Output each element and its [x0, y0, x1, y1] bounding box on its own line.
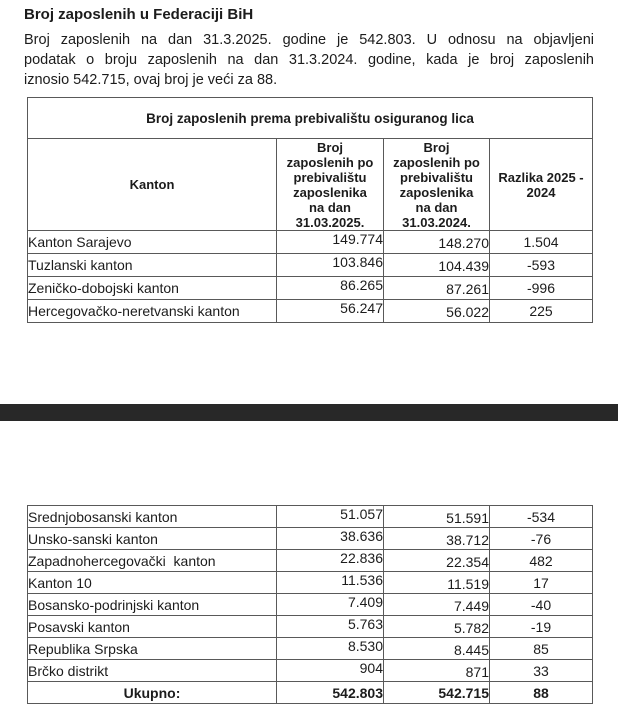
table-row: [28, 550, 593, 572]
value-2024-cell: 11.519: [384, 572, 490, 594]
value-2025-cell: 5.763: [277, 616, 384, 638]
kanton-cell: Zapadnohercegovački kanton: [28, 550, 277, 572]
intro-line: iznosio 542.715, ovaj broj je veći za 88.: [24, 72, 278, 88]
total-label-cell: Ukupno:: [28, 682, 277, 704]
total-razlika-cell: 88: [490, 682, 593, 704]
table-row: [28, 594, 593, 616]
kanton-cell: Srednjobosanski kanton: [28, 506, 277, 528]
table-row: [28, 638, 593, 660]
value-2024-cell: 38.712: [384, 528, 490, 550]
column-header-2024: Broj zaposlenih po prebivalištu zaposlenika na dan 31.03.2024.: [384, 139, 490, 231]
razlika-cell: -996: [490, 277, 593, 300]
kanton-cell: Hercegovačko-neretvanski kanton: [28, 300, 277, 323]
kanton-cell: Republika Srpska: [28, 638, 277, 660]
razlika-cell: 1.504: [490, 231, 593, 254]
kanton-cell: Kanton 10: [28, 572, 277, 594]
employment-table-part2: [27, 505, 593, 704]
value-2025-cell: 103.846: [277, 254, 384, 277]
razlika-cell: -19: [490, 616, 593, 638]
intro-line: Broj zaposlenih na dan 31.3.2025. godine je 542.803. U odnosu na objavljeni: [24, 32, 594, 48]
page-title: Broj zaposlenih u Federaciji BiH: [24, 6, 254, 23]
value-2024-cell: 5.782: [384, 616, 490, 638]
table-caption: Broj zaposlenih prema prebivalištu osiguranog lica: [28, 98, 593, 139]
razlika-cell: -40: [490, 594, 593, 616]
value-2024-cell: 8.445: [384, 638, 490, 660]
employment-table-part1: [27, 97, 593, 323]
page-separator-bar: [0, 404, 618, 421]
value-2025-cell: 56.247: [277, 300, 384, 323]
razlika-cell: 17: [490, 572, 593, 594]
total-row: [28, 682, 593, 704]
value-2025-cell: 7.409: [277, 594, 384, 616]
intro-paragraph: [24, 30, 594, 90]
kanton-cell: Tuzlanski kanton: [28, 254, 277, 277]
value-2024-cell: 148.270: [384, 231, 490, 254]
razlika-cell: 225: [490, 300, 593, 323]
value-2025-cell: 22.836: [277, 550, 384, 572]
razlika-cell: 33: [490, 660, 593, 682]
column-header-razlika: Razlika 2025 - 2024: [490, 139, 593, 231]
table-row: [28, 277, 593, 300]
value-2025-cell: 904: [277, 660, 384, 682]
razlika-cell: -76: [490, 528, 593, 550]
table-row: [28, 254, 593, 277]
value-2025-cell: 11.536: [277, 572, 384, 594]
value-2025-cell: 38.636: [277, 528, 384, 550]
kanton-cell: Unsko-sanski kanton: [28, 528, 277, 550]
table-row: [28, 528, 593, 550]
value-2025-cell: 86.265: [277, 277, 384, 300]
table-row: [28, 300, 593, 323]
table-caption-row: [28, 98, 593, 139]
razlika-cell: -593: [490, 254, 593, 277]
razlika-cell: 482: [490, 550, 593, 572]
value-2025-cell: 51.057: [277, 506, 384, 528]
value-2025-cell: 149.774: [277, 231, 384, 254]
total-2024-cell: 542.715: [384, 682, 490, 704]
table-row: [28, 616, 593, 638]
value-2025-cell: 8.530: [277, 638, 384, 660]
value-2024-cell: 22.354: [384, 550, 490, 572]
kanton-cell: Zeničko-dobojski kanton: [28, 277, 277, 300]
kanton-cell: Posavski kanton: [28, 616, 277, 638]
value-2024-cell: 87.261: [384, 277, 490, 300]
razlika-cell: 85: [490, 638, 593, 660]
value-2024-cell: 104.439: [384, 254, 490, 277]
kanton-cell: Kanton Sarajevo: [28, 231, 277, 254]
kanton-cell: Bosansko-podrinjski kanton: [28, 594, 277, 616]
value-2024-cell: 56.022: [384, 300, 490, 323]
table-header-row: [28, 139, 593, 231]
intro-line: podatak o broju zaposlenih na dan 31.3.2024. godine, kada je broj zaposlenih: [24, 52, 594, 68]
total-2025-cell: 542.803: [277, 682, 384, 704]
table-row: [28, 660, 593, 682]
column-header-kanton: Kanton: [28, 139, 277, 231]
razlika-cell: -534: [490, 506, 593, 528]
value-2024-cell: 51.591: [384, 506, 490, 528]
table-row: [28, 506, 593, 528]
column-header-2025: Broj zaposlenih po prebivalištu zaposlenika na dan 31.03.2025.: [277, 139, 384, 231]
table-row: [28, 572, 593, 594]
kanton-cell: Brčko distrikt: [28, 660, 277, 682]
value-2024-cell: 7.449: [384, 594, 490, 616]
value-2024-cell: 871: [384, 660, 490, 682]
table-row: [28, 231, 593, 254]
